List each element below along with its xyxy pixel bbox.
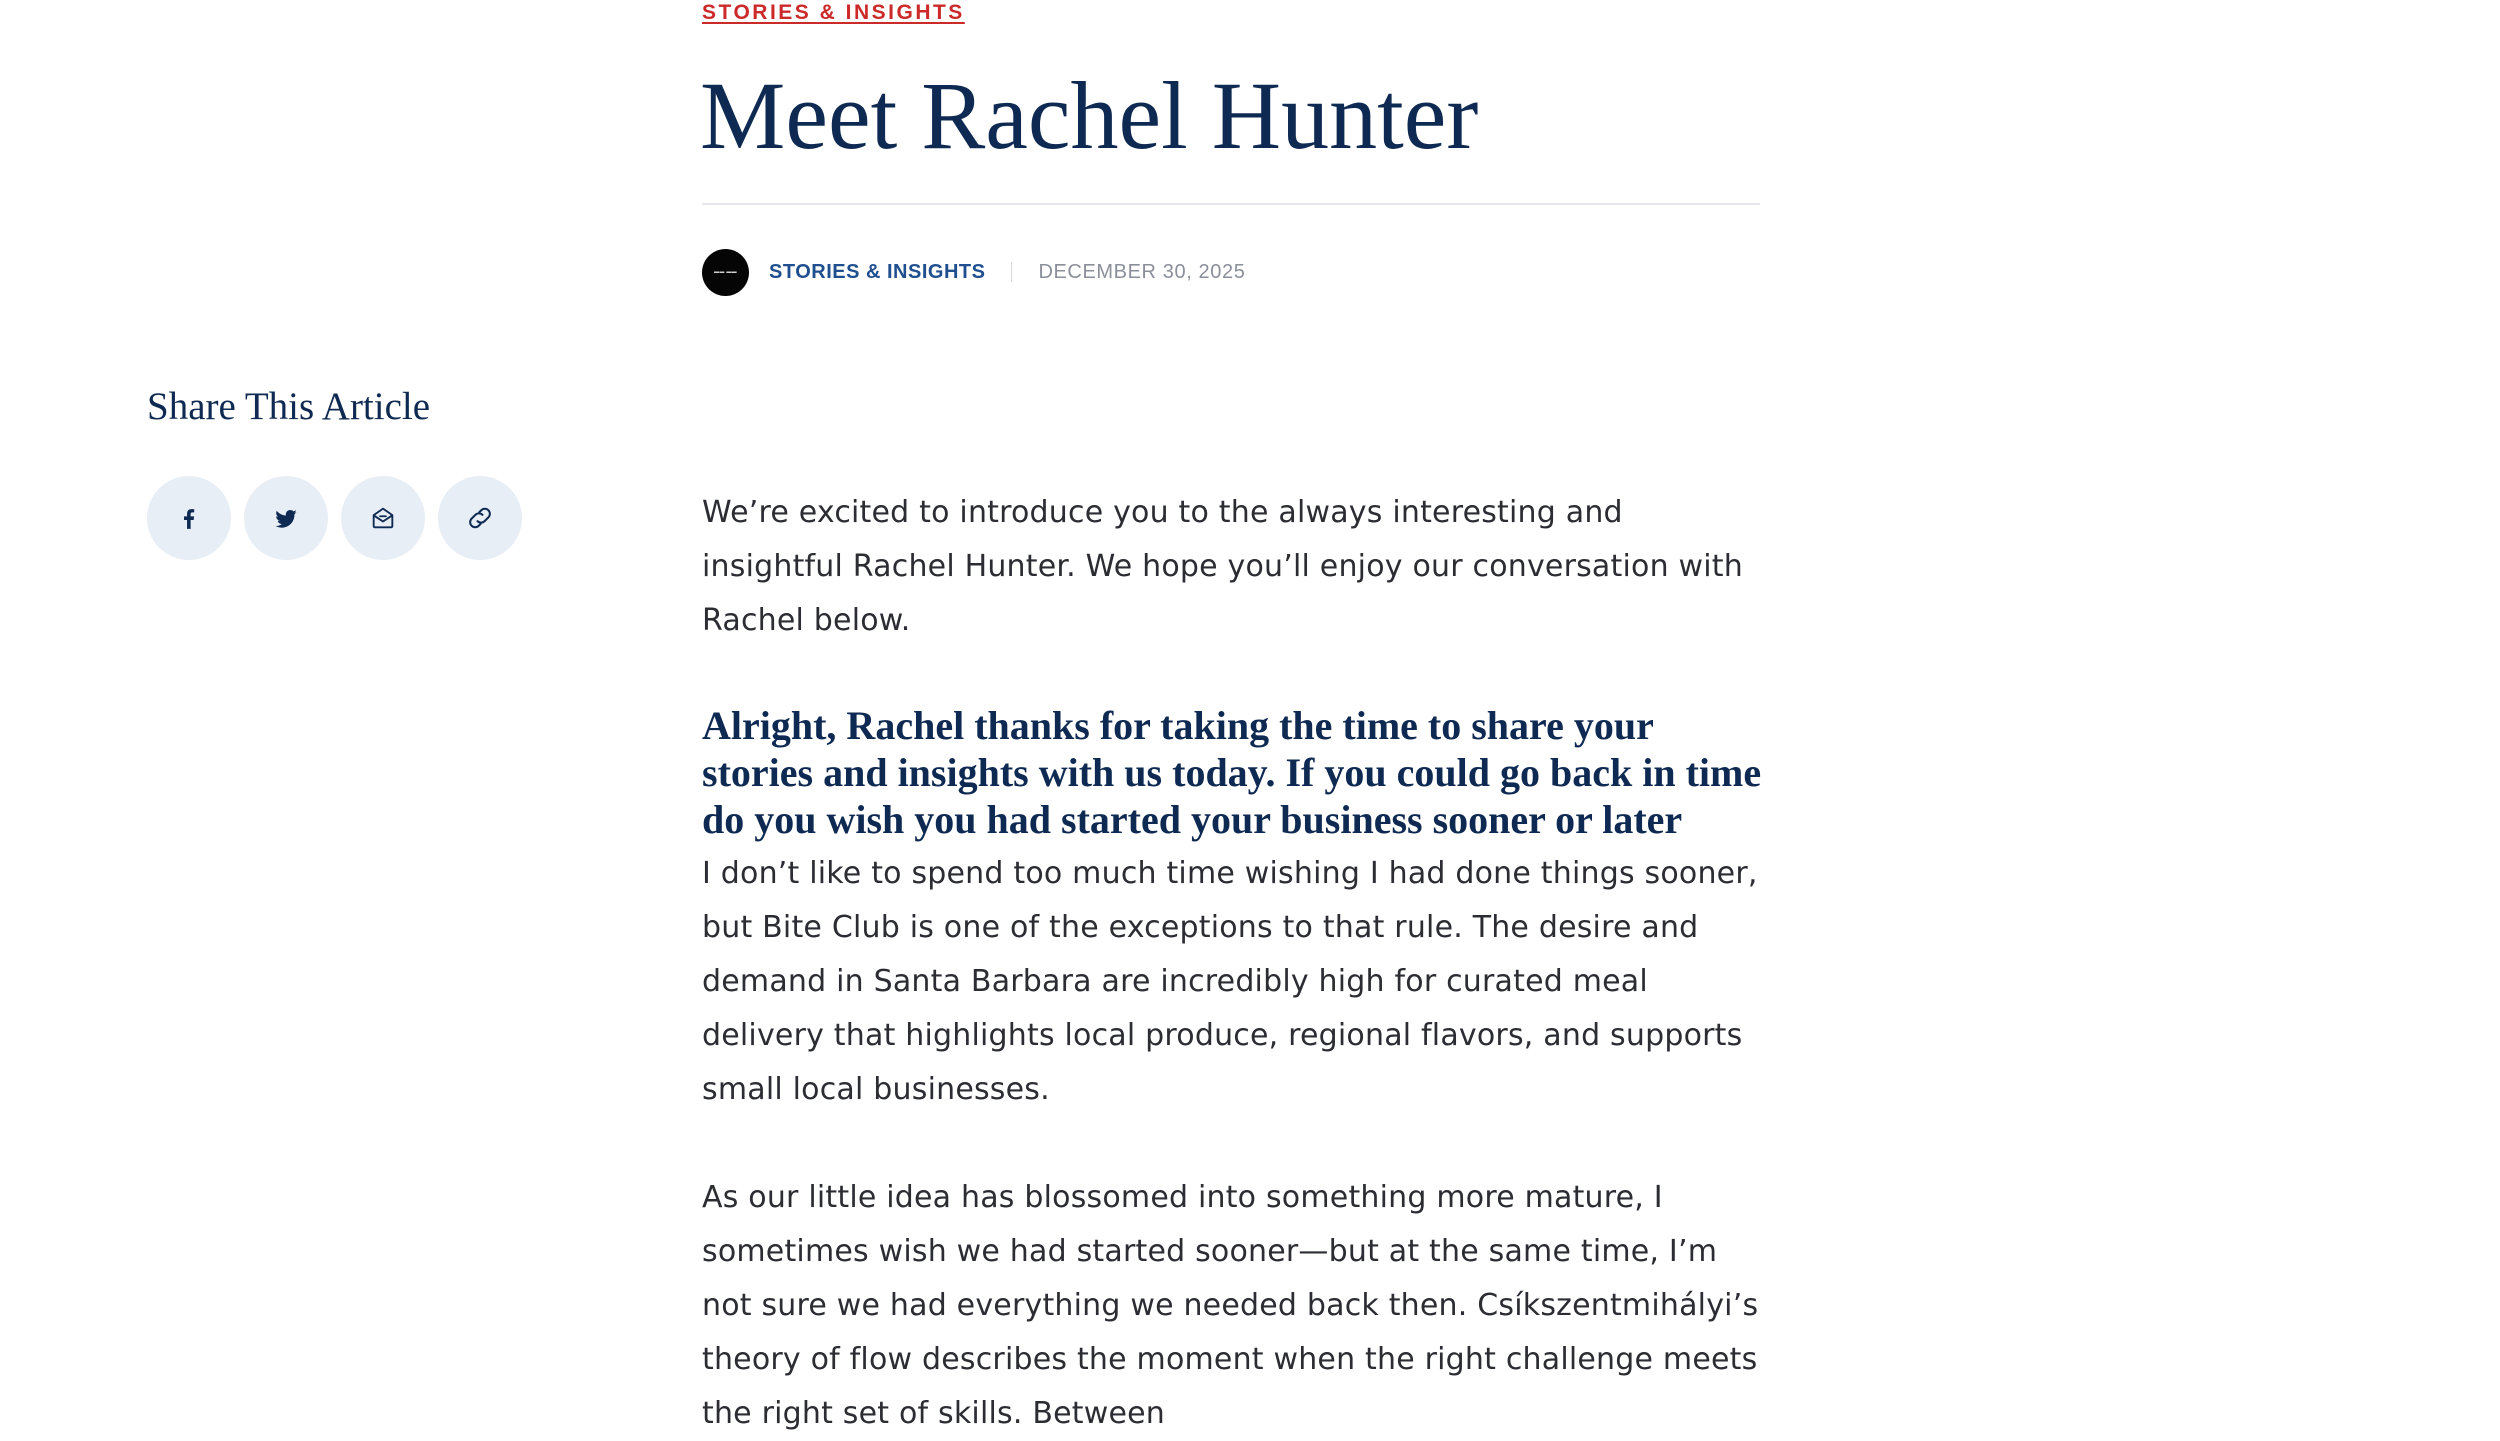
interview-answer: As our little idea has blossomed into something more mature, I sometimes wish we had started sooner—but at the same time, I’m not sure we had everything we needed back then. Csíkszentmihályi’s theory of flow describes the moment when the right challenge meets the right set of skills. Between (702, 1180, 1759, 1431)
share-twitter-button[interactable] (244, 476, 328, 560)
author-avatar[interactable] (702, 249, 749, 296)
page-title: Meet Rachel Hunter (700, 62, 1479, 169)
copy-link-button[interactable] (438, 476, 522, 560)
twitter-icon (273, 505, 299, 531)
author-logo-icon: ▬▬ ▬▬ (714, 269, 737, 275)
author-name[interactable]: STORIES & INSIGHTS (769, 260, 986, 283)
email-icon (369, 504, 397, 532)
link-icon (465, 503, 495, 533)
facebook-icon (176, 505, 202, 531)
byline-divider (1011, 262, 1012, 282)
interview-question: Alright, Rachel thanks for taking the time to share your stories and insights with us today. If you could go back in time do you wish you had started your business sooner or later (702, 703, 1762, 842)
article-body (702, 486, 1772, 1441)
title-divider (702, 203, 1760, 205)
byline (702, 248, 1245, 296)
category-link[interactable]: STORIES & INSIGHTS (702, 1, 965, 24)
share-email-button[interactable] (341, 476, 425, 560)
share-heading: Share This Article (147, 385, 431, 428)
publish-date: DECEMBER 30, 2025 (1038, 260, 1246, 283)
share-facebook-button[interactable] (147, 476, 231, 560)
article-intro: We’re excited to introduce you to the always interesting and insightful Rachel Hunter. We hope you’ll enjoy our conversation with Rachel below. (702, 495, 1743, 638)
interview-answer: I don’t like to spend too much time wishing I had done things sooner, but Bite Club is one of the exceptions to that rule. The desire and demand in Santa Barbara are incredibly high for curated meal delivery that highlights local produce, regional flavors, and supports small local businesses. (702, 856, 1758, 1107)
share-buttons (147, 476, 522, 560)
